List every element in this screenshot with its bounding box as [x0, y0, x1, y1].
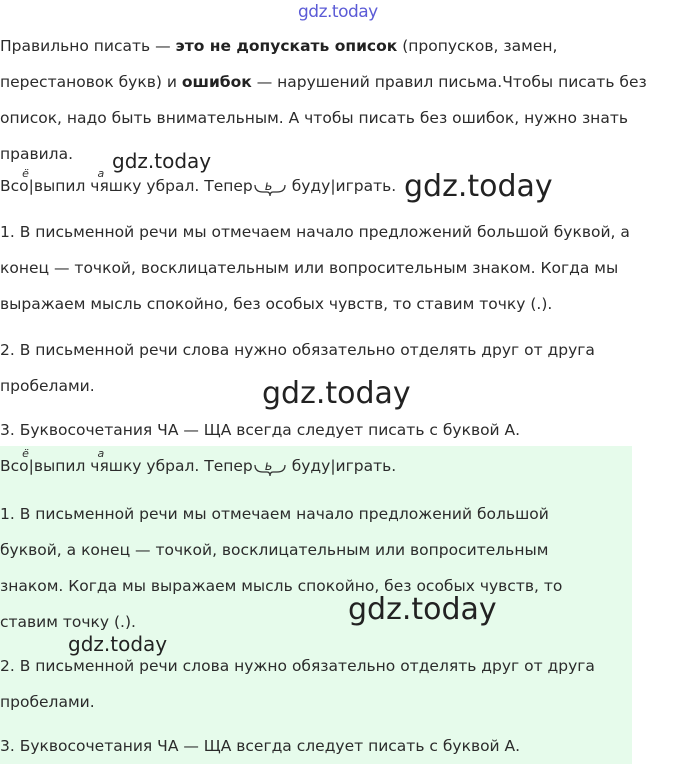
correction-mark: ё [22, 167, 29, 180]
correction-mark: а [97, 167, 105, 180]
example-text: буду|играть. [291, 457, 397, 475]
correction-mark: а [97, 447, 105, 460]
rule-2: 2. В письменной речи слова нужно обязательно отделять друг от друга пробелами. [0, 341, 595, 395]
correction-o [19, 168, 28, 204]
wrong-letter: я [99, 457, 109, 475]
correction-mark: ё [22, 447, 29, 460]
example-text: Вс [0, 177, 20, 195]
watermark: gdz.today [68, 632, 168, 656]
example-text: |выпил ч [28, 177, 100, 195]
intro-paragraph [0, 28, 672, 172]
watermark: gdz.today [112, 149, 212, 173]
rule-3-answer: 3. Буквосочетания ЧА — ЩА всегда следует писать с буквой А. [0, 737, 521, 755]
example-text: шку убрал. Тепер [108, 457, 253, 475]
rule-2-answer: 2. В письменной речи слова нужно обязательно отделять друг от друга пробелами. [0, 657, 595, 711]
inserted-soft-sign [253, 175, 287, 194]
wrong-letter: о [19, 457, 29, 475]
intro-text-1: Правильно писать — [0, 37, 176, 55]
rule-1: 1. В письменной речи мы отмечаем начало предложений большой буквой, а конец — точкой, восклицательным или вопросительным знаком. Когда мы выражаем мысль спокойно, без особых чувств, то ставим точку (.). [0, 223, 630, 313]
correction-ya [99, 168, 108, 204]
intro-text-2: (пропусков, замен, перестановок букв) и [0, 37, 558, 91]
example-text: шку убрал. Тепер [108, 177, 253, 195]
wrong-letter: я [99, 177, 109, 195]
intro-bold-2: ошибок [181, 73, 252, 91]
soft-sign-letter: ь [264, 179, 273, 194]
example-sentence-1 [0, 168, 672, 204]
intro-text-3: — нарушений правил письма.Чтобы писать без описок, надо быть внимательным. А чтобы писать без ошибок, нужно знать правила. [0, 73, 647, 163]
watermark-top: gdz.today [298, 2, 378, 22]
watermark: gdz.today [404, 169, 553, 204]
brace-mark-icon [253, 183, 287, 197]
example-text: |выпил ч [28, 457, 100, 475]
intro-bold-1: это не допускать описок [175, 37, 398, 55]
watermark: gdz.today [348, 592, 497, 627]
rule-1-answer: 1. В письменной речи мы отмечаем начало предложений большой буквой, а конец — точкой, восклицательным или вопросительным знаком. Когда мы выражаем мысль спокойно, без особых чувств, то ставим точку (.). [0, 505, 563, 631]
soft-sign-letter: ь [264, 459, 273, 474]
example-text: Вс [0, 457, 20, 475]
wrong-letter: о [19, 177, 29, 195]
example-text: буду|играть. [291, 177, 397, 195]
inserted-soft-sign [253, 455, 287, 474]
correction-ya [99, 448, 108, 484]
brace-mark-icon [253, 463, 287, 477]
example-sentence-2 [0, 448, 672, 484]
correction-o [19, 448, 28, 484]
watermark: gdz.today [262, 376, 411, 411]
rule-3: 3. Буквосочетания ЧА — ЩА всегда следует писать с буквой А. [0, 421, 521, 439]
